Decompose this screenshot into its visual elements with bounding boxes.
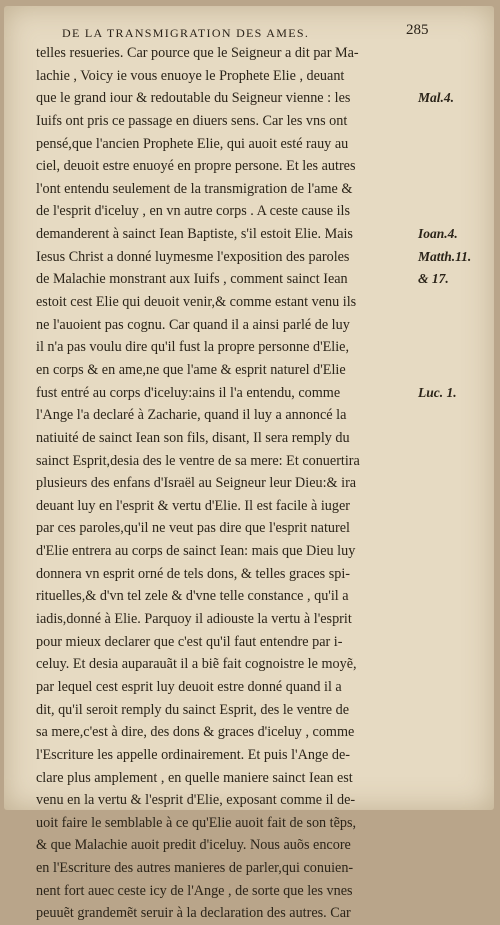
page-number: 285 bbox=[406, 22, 429, 38]
marginal-note: Mal.4. bbox=[418, 90, 455, 106]
text-line: rituelles,& d'vn tel zele & d'vne telle constance , qu'il a bbox=[36, 588, 349, 605]
text-line: clare plus amplement , en quelle maniere sainct Iean est bbox=[36, 769, 353, 786]
text-line: il n'a pas voulu dire qu'il fust la propre personne d'Elie, bbox=[36, 339, 350, 356]
text-line: Iuifs ont pris ce passage en diuers sens. Car les vns ont bbox=[36, 112, 348, 129]
text-line: ciel, deuoit estre enuoyé en propre persone. Et les autres bbox=[36, 158, 356, 175]
marginal-note: Luc. 1. bbox=[418, 384, 457, 400]
running-title: DE LA TRANSMIGRATION DES AMES. bbox=[62, 26, 310, 40]
text-line: celuy. Et desia auparauãt il a biẽ fait cognoistre le moyẽ, bbox=[36, 656, 357, 673]
marginal-note: Matth.11. bbox=[418, 248, 472, 264]
text-line: peuuẽt grandemẽt seruir à la declaration des autres. Car bbox=[36, 905, 351, 922]
text-line: lachie , Voicy ie vous enuoye le Prophete Elie , deuant bbox=[36, 67, 345, 84]
text-line: que le grand iour & redoutable du Seigneur vienne : les bbox=[36, 90, 351, 107]
text-line: estoit cest Elie qui deuoit venir,& comme estant venu ils bbox=[36, 294, 357, 311]
text-line: demanderent à sainct Iean Baptiste, s'il estoit Elie. Mais bbox=[36, 226, 353, 243]
text-line: telles resueries. Car pource que le Seigneur a dit par Ma- bbox=[36, 45, 359, 61]
marginal-notes bbox=[418, 42, 494, 404]
text-line: ne l'auoient pas cognu. Car quand il a ainsi parlé de luy bbox=[36, 316, 350, 333]
text-line: nent fort auec ceste icy de l'Ange , de sorte que les vnes bbox=[36, 882, 353, 899]
text-line: par ces paroles,qu'il ne veut pas dire que l'esprit naturel bbox=[36, 520, 350, 537]
book-page bbox=[4, 6, 494, 922]
text-line: de l'esprit d'iceluy , en vn autre corps . A ceste cause ils bbox=[36, 203, 350, 220]
text-line: en corps & en ame,ne que l'ame & esprit naturel d'Elie bbox=[36, 361, 346, 378]
text-line: dit, qu'il seroit remply du sainct Esprit, des le ventre de bbox=[36, 701, 350, 718]
text-line: iadis,donné à Elie. Parquoy il adiouste la vertu à l'esprit bbox=[36, 611, 352, 628]
text-line: sainct Esprit,desia des le ventre de sa mere: Et conuertira bbox=[36, 452, 360, 469]
text-line: sa mere,c'est à dire, des dons & graces d'iceluy , comme bbox=[36, 724, 355, 741]
text-line: natiuité de sainct Iean son fils, disant, Il sera remply du bbox=[36, 429, 350, 446]
text-line: Iesus Christ a donné luymesme l'exposition des paroles bbox=[36, 248, 350, 265]
marginal-note: & 17. bbox=[418, 271, 449, 287]
text-line: l'ont entendu seulement de la transmigration de l'ame & bbox=[36, 180, 353, 197]
text-line: l'Ange l'a declaré à Zacharie, quand il luy a annoncé la bbox=[36, 407, 347, 424]
text-line: d'Elie entrera au corps de sainct Iean: mais que Dieu luy bbox=[36, 543, 356, 560]
text-line: & que Malachie auoit predit d'iceluy. Nous auõs encore bbox=[36, 837, 351, 854]
body-text bbox=[36, 42, 416, 925]
text-line: venu en la vertu & l'esprit d'Elie, exposant comme il de- bbox=[36, 792, 356, 809]
text-line: l'Escriture les appelle ordinairement. Et puis l'Ange de- bbox=[36, 746, 350, 763]
text-line: plusieurs des enfans d'Israël au Seigneur leur Dieu:& ira bbox=[36, 475, 357, 492]
text-line: donnera vn esprit orné de tels dons, & telles graces spi- bbox=[36, 565, 351, 582]
text-line: pensé,que l'ancien Prophete Elie, qui auoit esté rauy au bbox=[36, 135, 349, 152]
text-line: en l'Escriture des autres manieres de parler,qui conuien- bbox=[36, 860, 354, 877]
text-line: deuant luy en l'esprit & vertu d'Elie. Il est facile à iuger bbox=[36, 497, 350, 514]
text-line: pour mieux declarer que c'est qu'il faut entendre par i- bbox=[36, 633, 343, 650]
text-line: par lequel cest esprit luy deuoit estre donné quand il a bbox=[36, 678, 342, 695]
text-line: uoit faire le semblable à ce qu'Elie auoit fait de son tẽps, bbox=[36, 814, 357, 831]
text-line: de Malachie monstrant aux Iuifs , comment sainct Iean bbox=[36, 271, 348, 288]
marginal-note: Ioan.4. bbox=[418, 226, 458, 242]
text-line: fust entré au corps d'iceluy:ains il l'a entendu, comme bbox=[36, 384, 341, 401]
